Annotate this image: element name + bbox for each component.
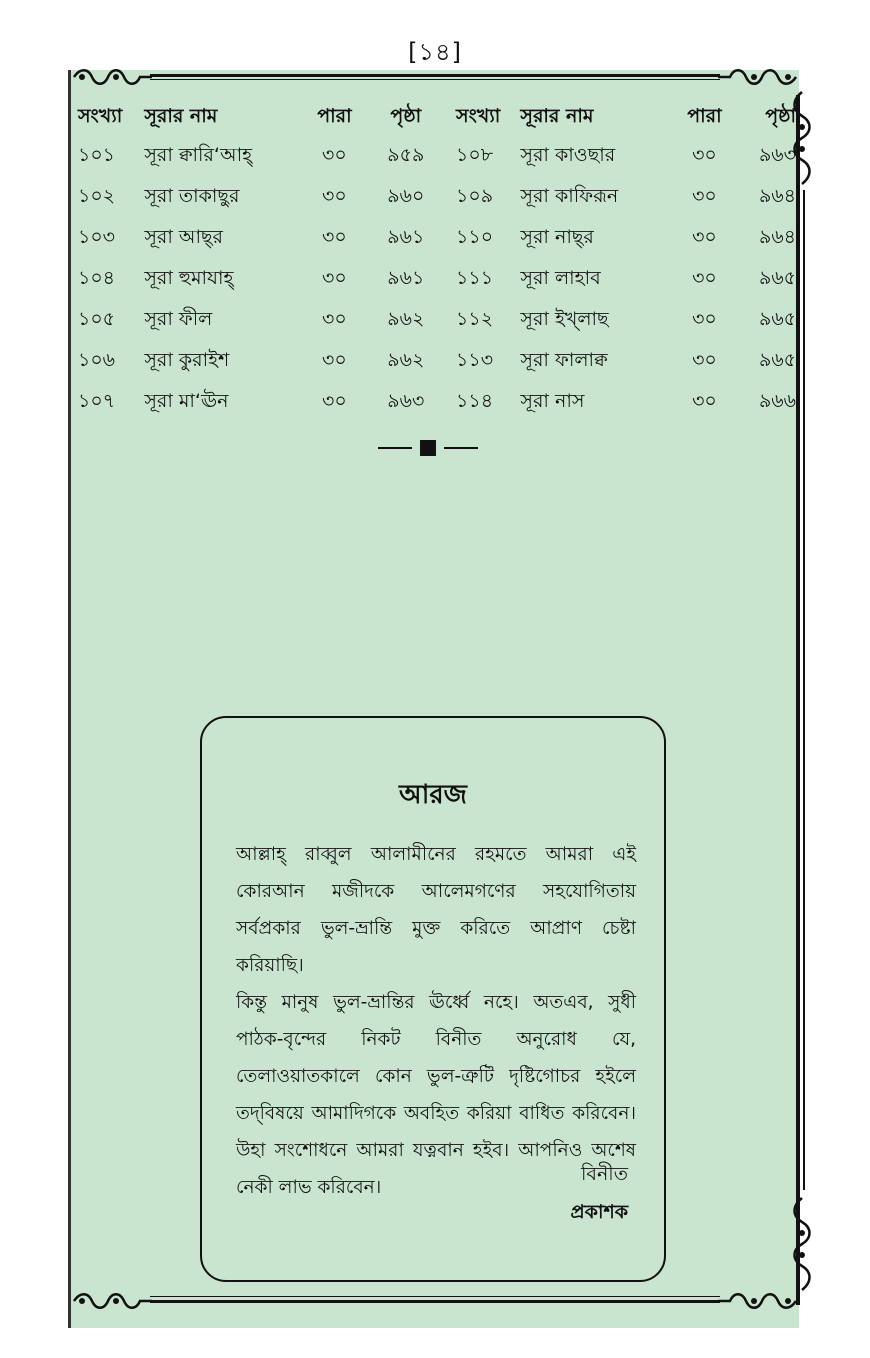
surah-number: ১১২ — [456, 307, 494, 330]
surah-para: ৩০ — [322, 348, 347, 371]
notice-paragraph: আল্লাহ্‌ রাব্বুল আলামীনের রহমতে আমরা এই কোরআন মজীদকে আলেমগণের সহযোগিতায় সর্বপ্রকার ভুল-ভ্রান্তি মুক্ত করিতে আপ্রাণ চেষ্টা করিয়াছি। — [236, 844, 636, 976]
surah-para: ৩০ — [692, 389, 717, 412]
surah-page: ৯৬৪ — [758, 225, 796, 248]
top-border-rule — [150, 74, 720, 77]
header-para: পারা — [687, 105, 722, 127]
table-header-row — [78, 100, 796, 136]
table-row — [78, 341, 796, 382]
surah-page: ৯৬০ — [387, 184, 425, 207]
surah-name: সূরা ইখ্‌লাছ — [520, 307, 609, 330]
surah-para: ৩০ — [322, 143, 347, 166]
side-ornament-bottom-right — [790, 1196, 814, 1292]
surah-para: ৩০ — [322, 225, 347, 248]
bottom-border-rule — [150, 1300, 720, 1303]
surah-page: ৯৬২ — [387, 307, 425, 330]
table-row — [78, 300, 796, 341]
corner-ornament-top-right — [716, 66, 798, 88]
surah-para: ৩০ — [322, 184, 347, 207]
divider-line — [444, 447, 478, 449]
surah-name: সূরা কাওছার — [520, 143, 616, 166]
notice-body — [236, 836, 636, 1206]
header-para: পারা — [317, 105, 352, 127]
table-row — [78, 259, 796, 300]
corner-ornament-bottom-left — [72, 1290, 154, 1312]
surah-name: সূরা লাহাব — [520, 266, 601, 289]
surah-number: ১০২ — [78, 184, 116, 207]
header-surah-name: সূরার নাম — [520, 105, 594, 127]
signature-line: বিনীত — [580, 1163, 628, 1185]
surah-name: সূরা আছ্‌র — [144, 225, 223, 248]
surah-number: ১০১ — [78, 143, 116, 166]
surah-page: ৯৬১ — [387, 266, 425, 289]
header-number: সংখ্যা — [78, 105, 123, 127]
page-number: [১৪] — [408, 38, 462, 66]
surah-page: ৯৬১ — [387, 225, 425, 248]
surah-number: ১০৩ — [78, 225, 116, 248]
surah-name: সূরা ফীল — [144, 307, 213, 330]
right-border-rule-thin — [803, 190, 805, 1190]
surah-number: ১০৭ — [78, 389, 116, 412]
corner-ornament-bottom-right — [716, 1290, 798, 1312]
surah-para: ৩০ — [692, 348, 717, 371]
surah-name: সূরা নাছ্‌র — [520, 225, 594, 248]
surah-number: ১১০ — [456, 225, 494, 248]
surah-page: ৯৬৩ — [387, 389, 425, 412]
bottom-border-rule-thin — [150, 1296, 720, 1297]
surah-para: ৩০ — [322, 266, 347, 289]
publisher-line: প্রকাশক — [570, 1201, 628, 1223]
surah-name: সূরা ফালাক্ব — [520, 348, 608, 371]
surah-page: ৯৬৫ — [758, 348, 796, 371]
surah-number: ১০৬ — [78, 348, 116, 371]
header-page: পৃষ্ঠা — [765, 105, 796, 127]
surah-page: ৯৬৩ — [758, 143, 796, 166]
surah-page: ৯৬২ — [387, 348, 425, 371]
surah-para: ৩০ — [322, 389, 347, 412]
surah-number: ১১৪ — [456, 389, 494, 412]
header-surah-name: সূরার নাম — [144, 105, 218, 127]
surah-number: ১১৩ — [456, 348, 494, 371]
corner-ornament-top-left — [72, 66, 154, 88]
table-row — [78, 177, 796, 218]
surah-number: ১০৮ — [456, 143, 494, 166]
surah-page: ৯৫৯ — [387, 143, 425, 166]
surah-number: ১১১ — [456, 266, 494, 289]
surah-name: সূরা হুমাযাহ্‌ — [144, 266, 234, 289]
section-divider — [378, 440, 478, 456]
surah-para: ৩০ — [692, 184, 717, 207]
surah-number: ১০৯ — [456, 184, 494, 207]
surah-page: ৯৬৪ — [758, 184, 796, 207]
right-border-rule — [796, 95, 800, 1305]
notice-title: আরজ — [399, 780, 467, 810]
surah-para: ৩০ — [692, 225, 717, 248]
surah-page: ৯৬৬ — [758, 389, 796, 412]
notice-paragraph: কিন্তু মানুষ ভুল-ভ্রান্তির ঊর্ধ্বে নহে। অতএব, সুধী পাঠক-বৃন্দের নিকট বিনীত অনুরোধ যে, তেলাওয়াতকালে কোন ভুল-ত্রুটি দৃষ্টিগোচর হইলে তদ্‌বিষয়ে আমাদিগকে অবহিত করিয়া বাধিত করিবেন। উহা সংশোধনে আমরা যত্নবান হইব। আপনিও অশেষ নেকী লাভ করিবেন। — [236, 992, 636, 1198]
surah-page: ৯৬৫ — [758, 307, 796, 330]
top-border-rule-thin — [150, 79, 720, 80]
square-ornament-icon — [420, 440, 436, 456]
table-row — [78, 136, 796, 177]
surah-name: সূরা মা‘ঊন — [144, 389, 229, 412]
header-number: সংখ্যা — [456, 105, 501, 127]
divider-line — [378, 447, 412, 449]
table-row — [78, 218, 796, 259]
surah-name: সূরা কুরাইশ — [144, 348, 230, 371]
surah-name: সূরা কাফিরূন — [520, 184, 619, 207]
surah-para: ৩০ — [692, 266, 717, 289]
table-row — [78, 382, 796, 423]
surah-para: ৩০ — [692, 307, 717, 330]
surah-para: ৩০ — [322, 307, 347, 330]
notice-box — [200, 716, 666, 1282]
surah-number: ১০৫ — [78, 307, 116, 330]
surah-name: সূরা ক্বারি‘আহ্‌ — [144, 143, 253, 166]
surah-number: ১০৪ — [78, 266, 116, 289]
surah-index-table — [78, 100, 796, 423]
header-page: পৃষ্ঠা — [390, 105, 422, 127]
surah-name: সূরা তাকাছুর — [144, 184, 240, 207]
surah-para: ৩০ — [692, 143, 717, 166]
surah-name: সূরা নাস — [520, 389, 585, 412]
surah-page: ৯৬৫ — [758, 266, 796, 289]
